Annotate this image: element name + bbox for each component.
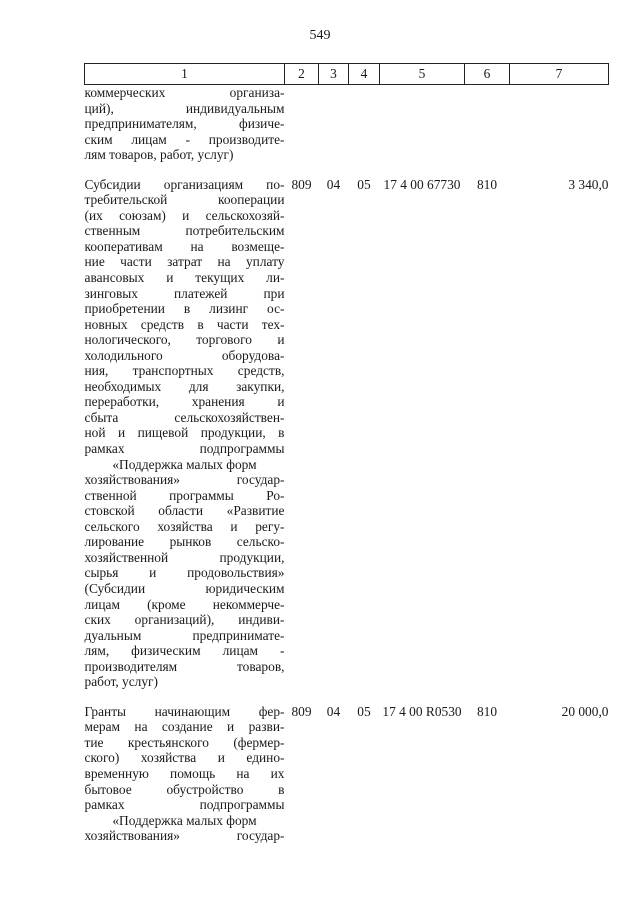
row-description: [85, 704, 285, 844]
amount: 3 340,0: [568, 176, 609, 192]
amount: [510, 85, 609, 163]
desc-line: ния, транспортных средств,: [84, 363, 285, 379]
col-header-3: 3: [319, 64, 349, 85]
table-row: [85, 704, 609, 844]
desc-line: приобретении в лизинг ос-: [84, 301, 285, 317]
desc-line: Субсидии организациям по-: [84, 176, 285, 192]
desc-line: сырья и продовольствия»: [84, 565, 285, 581]
row-description: [85, 177, 285, 690]
desc-line: авансовых и текущих ли-: [84, 270, 285, 286]
desc-line: зинговых платежей при: [84, 285, 285, 301]
desc-line: ских организаций), индиви-: [84, 612, 285, 628]
section-code: 04: [326, 176, 341, 192]
desc-line: коммерческих организа-: [84, 85, 285, 100]
target-code: [380, 85, 465, 163]
table-row: [85, 85, 609, 163]
desc-line: тие крестьянского (фермер-: [84, 734, 285, 750]
desc-line: производителям товаров,: [84, 658, 285, 674]
desc-line: ций), индивидуальным: [84, 100, 285, 116]
desc-line: (их союзам) и сельскохозяй-: [84, 207, 285, 223]
table-row: [85, 177, 609, 690]
header-row: [85, 64, 609, 85]
desc-line: лицам (кроме некоммерче-: [84, 596, 285, 612]
col-header-4: 4: [349, 64, 380, 85]
ministry-code: [285, 85, 319, 163]
target-code: 17 4 00 R0530: [382, 703, 462, 719]
desc-line: хозяйственной продукции,: [84, 549, 285, 565]
desc-line: ние части затрат на уплату: [84, 254, 285, 270]
amount: 20 000,0: [561, 703, 609, 719]
desc-line: лям товаров, работ, услуг): [84, 147, 234, 163]
target-code: 17 4 00 67730: [383, 176, 461, 192]
desc-line: ственным потребительским: [84, 223, 285, 239]
desc-line: холодильного оборудова-: [84, 347, 285, 363]
desc-line: лям, физическим лицам -: [84, 643, 285, 659]
expense-type-code: [465, 85, 510, 163]
ministry-code: 809: [291, 703, 312, 719]
desc-line: хозяйствования» государ-: [84, 472, 285, 488]
desc-line: «Поддержка малых форм: [112, 812, 257, 828]
col-header-6: 6: [465, 64, 510, 85]
col-header-2: 2: [285, 64, 319, 85]
desc-line: хозяйствования» государ-: [84, 828, 285, 844]
col-header-1: 1: [85, 64, 285, 85]
desc-line: ского) хозяйства и едино-: [84, 750, 285, 766]
desc-line: сельского хозяйства и регу-: [84, 518, 285, 534]
desc-line: ной и пищевой продукции, в: [84, 425, 285, 441]
desc-line: Гранты начинающим фер-: [84, 703, 285, 719]
desc-line: рамках подпрограммы: [84, 797, 285, 813]
desc-line: ственной программы Ро-: [84, 487, 285, 503]
desc-line: дуальным предпринимате-: [84, 627, 285, 643]
desc-line: предпринимателям, физиче-: [84, 116, 285, 132]
desc-line: нологического, торгового и: [84, 332, 285, 348]
section-code: [319, 85, 349, 163]
desc-line: ским лицам - производите-: [84, 131, 285, 147]
desc-line: кооперативам на возмеще-: [84, 238, 285, 254]
col-header-5: 5: [380, 64, 465, 85]
page-number: 549: [309, 28, 331, 43]
desc-line: стовской области «Развитие: [84, 503, 285, 519]
subsection-code: [349, 85, 380, 163]
desc-line: работ, услуг): [84, 674, 158, 690]
desc-line: мерам на создание и разви-: [84, 719, 285, 735]
expense-type-code: 810: [476, 176, 498, 192]
desc-line: лирование рынков сельско-: [84, 534, 285, 550]
desc-line: временную помощь на их: [84, 765, 285, 781]
desc-line: необходимых для закупки,: [84, 378, 285, 394]
row-description: [85, 85, 285, 163]
desc-line: сбыта сельскохозяйствен-: [84, 409, 285, 425]
budget-table: [84, 63, 609, 844]
desc-line: новных средств в части тех-: [84, 316, 285, 332]
desc-line: требительской кооперации: [84, 192, 285, 208]
ministry-code: 809: [291, 176, 312, 192]
desc-line: бытовое обустройство в: [84, 781, 285, 797]
desc-line: переработки, хранения и: [84, 394, 285, 410]
desc-line: «Поддержка малых форм: [112, 456, 257, 472]
expense-type-code: 810: [476, 703, 498, 719]
desc-line: (Субсидии юридическим: [84, 580, 285, 596]
desc-line: рамках подпрограммы: [84, 441, 285, 457]
col-header-7: 7: [510, 64, 609, 85]
subsection-code: 05: [357, 176, 371, 192]
section-code: 04: [326, 703, 341, 719]
subsection-code: 05: [357, 703, 371, 719]
